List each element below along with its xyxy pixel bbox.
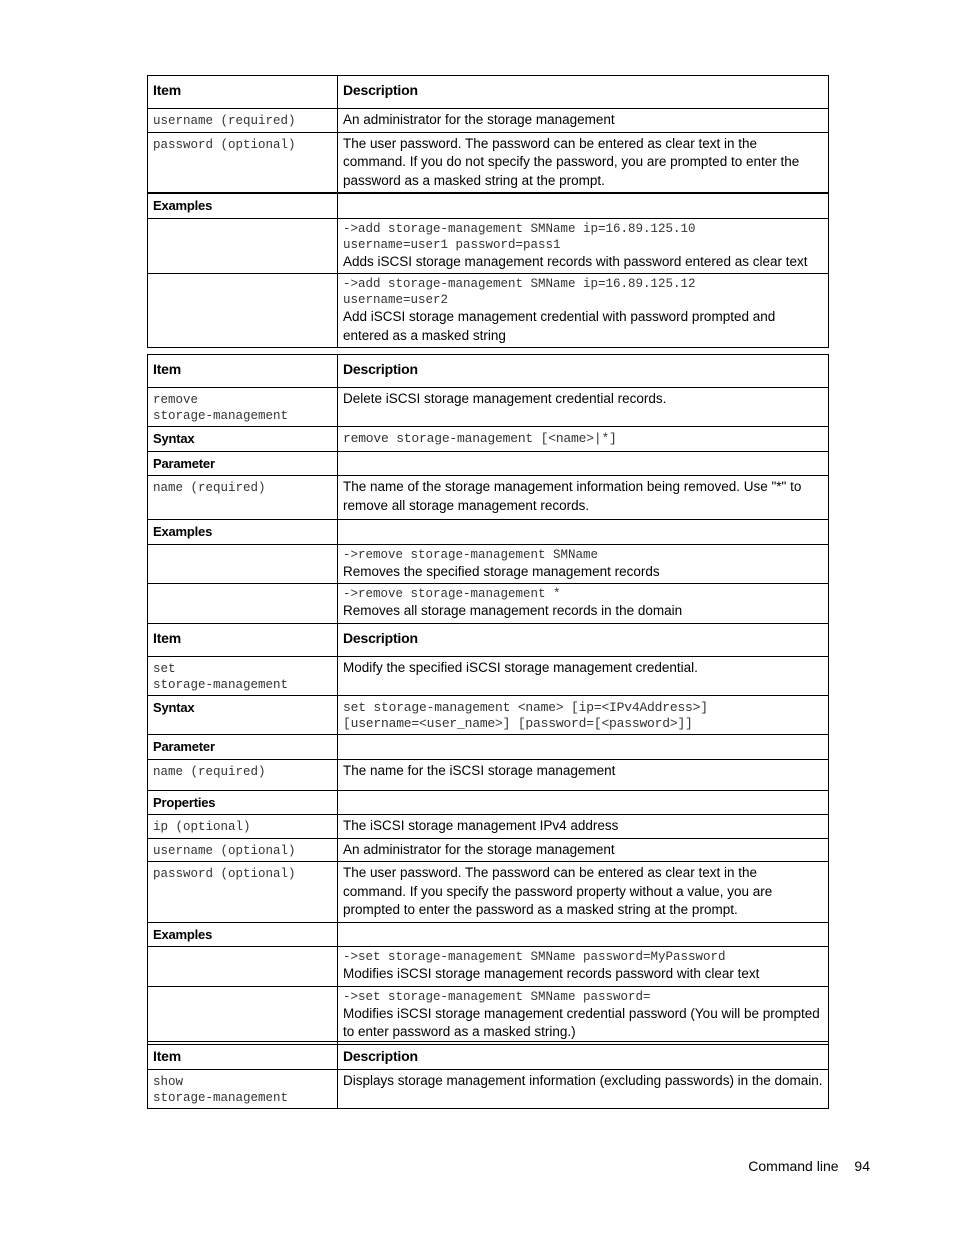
examples-label: Examples [153,524,213,539]
examples-label: Examples [153,926,213,942]
prop-password-desc: The user password. The password can be entered as clear text in the command. If you specify the password property without a value, you are prompted to enter the password as a masked string at the prompt. [343,865,773,917]
example-row [338,947,828,986]
param-password-desc: The user password. The password can be entered as clear text in the command. If you do not specify the password, you are prompted to enter the password as a masked string at the prompt. [343,135,800,188]
param-name-desc: The name for the iSCSI storage management [343,762,616,778]
param-name: name (required) [153,481,266,495]
example-row [338,987,828,1044]
syntax-code: set storage-management <name> [ip=<IPv4Address>] [username=<user_name>] [password=[<password>]] [343,700,708,731]
syntax-label: Syntax [153,431,195,446]
example-row [338,584,828,623]
page-number: 94 [854,1158,870,1174]
command-desc: Modify the specified iSCSI storage management credential. [343,660,698,675]
param-password: password (optional) [153,137,296,152]
syntax-label: Syntax [153,700,195,715]
prop-password: password (optional) [153,867,296,881]
command-desc: Displays storage management information (excluding passwords) in the domain. [343,1073,823,1088]
param-name-desc: The name of the storage management information being removed. Use "*" to remove all storage management records. [343,479,802,513]
header-description: Description [343,82,418,98]
header-item: Item [153,1048,181,1064]
remove-storage-management-table [147,354,829,624]
example-code: ->remove storage-management * [343,587,561,601]
prop-ip-desc: The iSCSI storage management IPv4 address [343,818,619,833]
example-row [338,274,828,347]
header-item: Item [153,82,181,98]
example-code: ->set storage-management SMName password= [343,989,651,1004]
prop-username-desc: An administrator for the storage management [343,841,615,857]
example-code: ->set storage-management SMName password=MyPassword [343,950,726,964]
example-text: Removes the specified storage management records [343,563,660,579]
header-description: Description [343,630,418,646]
example-text: Adds iSCSI storage management records with password entered as clear text [343,253,808,269]
param-username: username (required) [153,114,296,128]
example-text: Modifies iSCSI storage management credential password (You will be prompted to enter password as a masked string.) [343,1005,820,1039]
example-code: ->remove storage-management SMName [343,547,599,562]
example-text: Add iSCSI storage management credential with password prompted and entered as a masked string [343,309,776,343]
set-storage-management-table [147,623,829,1045]
footer-section: Command line [748,1158,839,1174]
example-text: Removes all storage management records in the domain [343,603,683,618]
parameter-label: Parameter [153,739,215,754]
command-name: show storage-management [153,1075,289,1105]
example-code: ->add storage-management SMName ip=16.89.125.10 username=user1 password=pass1 [343,221,696,252]
header-item: Item [153,361,181,377]
page-footer [736,1158,870,1174]
example-row [338,219,828,274]
command-name: set storage-management [153,662,289,692]
example-text: Modifies iSCSI storage management records password with clear text [343,966,760,981]
header-description: Description [343,1048,418,1064]
examples-label: Examples [153,198,213,213]
command-name: remove storage-management [153,393,289,423]
parameter-label: Parameter [153,455,215,471]
properties-label: Properties [153,794,216,810]
command-desc: Delete iSCSI storage management credential records. [343,391,667,406]
prop-username: username (optional) [153,843,296,858]
param-username-desc: An administrator for the storage management [343,112,615,127]
param-name: name (required) [153,764,266,779]
add-storage-management-table [147,75,829,348]
syntax-code: remove storage-management [<name>|*] [343,431,617,446]
header-description: Description [343,361,418,377]
show-storage-management-table [147,1041,829,1109]
example-row [338,545,828,584]
header-item: Item [153,630,181,646]
prop-ip: ip (optional) [153,820,251,834]
example-code: ->add storage-management SMName ip=16.89.125.12 username=user2 [343,277,696,307]
